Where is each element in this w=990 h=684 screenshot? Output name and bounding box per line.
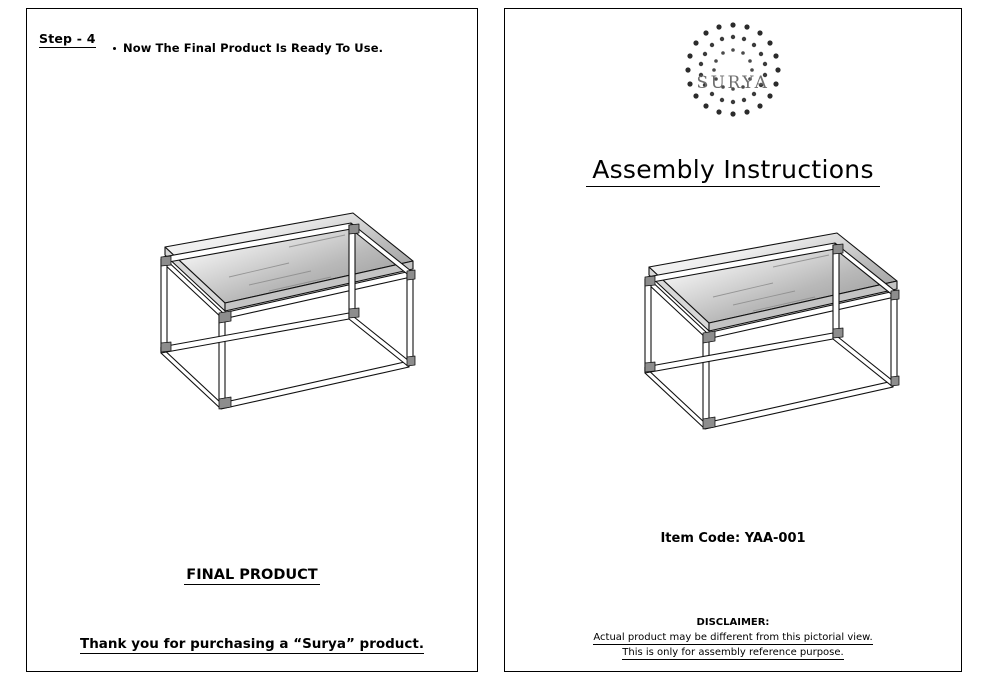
disclaimer-line-2: This is only for assembly reference purpose.	[622, 647, 844, 658]
disclaimer-heading: DISCLAIMER:	[696, 617, 770, 628]
final-product-caption: FINAL PRODUCT	[186, 567, 318, 583]
page-title: Assembly Instructions	[505, 155, 961, 184]
right-page	[504, 8, 962, 672]
disclaimer	[505, 615, 961, 660]
brand-wordmark: SURYA	[696, 73, 770, 93]
assembled-table-illustration-right	[537, 219, 937, 509]
surya-sunburst-logo	[678, 17, 788, 145]
left-page	[26, 8, 478, 672]
assembled-table-illustration-left	[53, 199, 453, 489]
instruction-text: Now The Final Product Is Ready To Use.	[123, 41, 384, 55]
thank-you-note: Thank you for purchasing a “Surya” product.	[79, 636, 424, 652]
item-code: Item Code: YAA-001	[660, 531, 806, 546]
step-label: Step - 4	[39, 31, 96, 46]
instruction-bullet	[113, 41, 383, 55]
bullet-dot-icon	[113, 47, 116, 50]
disclaimer-line-1: Actual product may be different from this pictorial view.	[593, 632, 873, 643]
